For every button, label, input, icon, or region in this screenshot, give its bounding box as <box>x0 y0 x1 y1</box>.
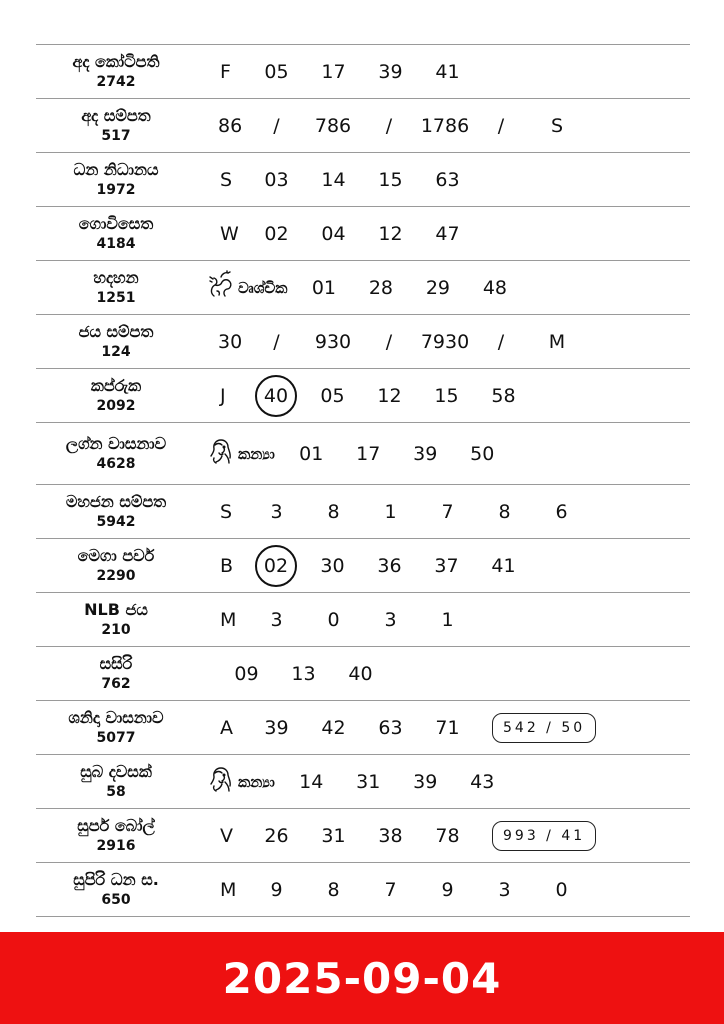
letter-code: S <box>220 500 233 523</box>
number: 6 <box>555 500 568 523</box>
number: 30 <box>320 554 345 577</box>
result-row <box>36 485 690 539</box>
number: 7930 <box>420 330 470 353</box>
lottery-name: ධන නිධානය <box>73 160 159 179</box>
number: 29 <box>425 276 451 299</box>
number: 7 <box>384 878 397 901</box>
lottery-info <box>36 261 196 314</box>
number: 39 <box>413 442 438 465</box>
result-row <box>36 261 690 315</box>
separator: / <box>273 330 280 353</box>
zodiac-label: කන්‍යා <box>238 772 275 791</box>
letter-code: M <box>548 330 566 353</box>
result-row <box>36 423 690 485</box>
lottery-info <box>36 755 196 808</box>
lottery-info <box>36 99 196 152</box>
number: 8 <box>327 878 340 901</box>
number: 78 <box>435 824 460 847</box>
number: 41 <box>491 554 516 577</box>
separator: / <box>273 114 280 137</box>
letter-code: S <box>550 114 564 137</box>
draw-number: 650 <box>101 892 131 908</box>
lottery-name: ජය සම්පත <box>78 322 154 341</box>
number: 30 <box>218 330 243 353</box>
number: 3 <box>270 500 283 523</box>
draw-number: 2916 <box>96 838 136 854</box>
number: 3 <box>384 608 397 631</box>
number: 31 <box>356 770 381 793</box>
draw-number: 1251 <box>96 290 136 306</box>
draw-number: 210 <box>101 622 131 638</box>
number: 39 <box>264 716 289 739</box>
number: 1 <box>384 500 397 523</box>
number: 930 <box>314 330 352 353</box>
lottery-info <box>36 593 196 646</box>
letter-code: W <box>220 222 239 245</box>
result-row <box>36 755 690 809</box>
number: 31 <box>321 824 346 847</box>
letter-code: S <box>220 168 233 191</box>
number: 15 <box>434 384 459 407</box>
draw-number: 2742 <box>96 74 136 90</box>
number: 17 <box>356 442 381 465</box>
winning-numbers <box>208 315 690 368</box>
bonus-box: 542 / 50 <box>492 713 596 743</box>
number: 71 <box>435 716 460 739</box>
number: 47 <box>435 222 460 245</box>
winning-numbers <box>208 539 690 592</box>
number: 63 <box>435 168 460 191</box>
result-row <box>36 153 690 207</box>
draw-number: 5077 <box>96 730 136 746</box>
number: 01 <box>299 442 324 465</box>
result-row <box>36 647 690 701</box>
draw-number: 124 <box>101 344 131 360</box>
zodiac-label: කන්‍යා <box>238 444 275 463</box>
winning-numbers <box>208 369 690 422</box>
number: 05 <box>264 60 289 83</box>
lottery-name: සසිරි <box>99 654 133 673</box>
draw-date: 2025-09-04 <box>222 953 502 1003</box>
number: 8 <box>327 500 340 523</box>
number: 86 <box>218 114 243 137</box>
lottery-name: හදහන <box>93 268 139 287</box>
number: 15 <box>378 168 403 191</box>
result-row <box>36 863 690 917</box>
letter-code: A <box>220 716 233 739</box>
number: 36 <box>377 554 402 577</box>
winning-numbers <box>208 701 690 754</box>
number: 43 <box>470 770 495 793</box>
result-row <box>36 369 690 423</box>
lottery-name: සුපිරි ධන ස. <box>73 870 159 889</box>
virgo-icon <box>208 436 234 471</box>
result-row <box>36 593 690 647</box>
number: 05 <box>320 384 345 407</box>
winning-numbers <box>208 207 690 260</box>
lottery-info <box>36 315 196 368</box>
lottery-info <box>36 701 196 754</box>
winning-numbers <box>208 261 690 314</box>
number: 50 <box>470 442 495 465</box>
number: 786 <box>314 114 352 137</box>
virgo-icon <box>208 764 234 799</box>
letter-code: M <box>220 878 237 901</box>
letter-code: F <box>220 60 231 83</box>
result-row <box>36 315 690 369</box>
result-row <box>36 701 690 755</box>
number: 39 <box>378 60 403 83</box>
number: 0 <box>555 878 568 901</box>
winning-numbers <box>208 593 690 646</box>
separator: / <box>497 330 505 353</box>
draw-number: 4628 <box>96 456 136 472</box>
number: 0 <box>327 608 340 631</box>
scorpio-icon <box>208 270 234 305</box>
number: 26 <box>264 824 289 847</box>
lottery-info <box>36 423 196 484</box>
winning-numbers <box>208 755 690 808</box>
bonus-box: 993 / 41 <box>492 821 596 851</box>
number: 42 <box>321 716 346 739</box>
lottery-info <box>36 485 196 538</box>
number: 9 <box>441 878 454 901</box>
lottery-info <box>36 539 196 592</box>
number: 8 <box>498 500 511 523</box>
winning-numbers <box>208 99 690 152</box>
result-row <box>36 207 690 261</box>
letter-code: M <box>220 608 237 631</box>
lottery-name: සුපර් බෝල් <box>77 816 155 835</box>
letter-code: B <box>220 554 234 577</box>
number: 58 <box>491 384 516 407</box>
separator: / <box>385 330 393 353</box>
draw-number: 517 <box>101 128 131 144</box>
result-row <box>36 539 690 593</box>
lottery-name: NLB ජය <box>84 600 148 619</box>
draw-number: 2290 <box>96 568 136 584</box>
winning-numbers <box>208 485 690 538</box>
lottery-name: අද සම්පත <box>81 106 151 125</box>
draw-number: 4184 <box>96 236 136 252</box>
number: 3 <box>498 878 511 901</box>
number: 40 <box>348 662 373 685</box>
lottery-info <box>36 153 196 206</box>
lottery-name: ගොවිසෙත <box>78 214 154 233</box>
winning-numbers <box>208 45 690 98</box>
circled-number: 40 <box>255 375 297 417</box>
winning-numbers <box>208 647 690 700</box>
number: 09 <box>234 662 259 685</box>
draw-number: 5942 <box>96 514 136 530</box>
circled-number: 02 <box>255 545 297 587</box>
number: 1786 <box>420 114 470 137</box>
result-row <box>36 99 690 153</box>
number: 38 <box>378 824 403 847</box>
draw-number: 2092 <box>96 398 136 414</box>
zodiac-sign <box>208 436 275 471</box>
lottery-info <box>36 863 196 916</box>
lottery-name: ලග්න වාසනාව <box>65 434 167 453</box>
number: 02 <box>264 222 289 245</box>
draw-number: 58 <box>106 784 126 800</box>
number: 37 <box>434 554 459 577</box>
number: 01 <box>311 276 337 299</box>
number: 41 <box>435 60 460 83</box>
winning-numbers <box>208 809 690 862</box>
separator: / <box>497 114 505 137</box>
lottery-name: මෙගා පවර් <box>77 546 155 565</box>
lottery-info <box>36 45 196 98</box>
zodiac-label: වෘශ්චික <box>238 278 288 297</box>
number: 12 <box>378 222 403 245</box>
lottery-name: අද කෝටිපති <box>72 52 160 71</box>
result-row <box>36 809 690 863</box>
number: 9 <box>270 878 283 901</box>
zodiac-sign <box>208 270 287 305</box>
winning-numbers <box>208 863 690 916</box>
number: 17 <box>321 60 346 83</box>
winning-numbers <box>208 423 690 484</box>
zodiac-sign <box>208 764 275 799</box>
number: 03 <box>264 168 289 191</box>
lottery-name: කප්රුක <box>90 376 142 395</box>
number: 14 <box>321 168 346 191</box>
separator: / <box>385 114 393 137</box>
letter-code: V <box>220 824 233 847</box>
number: 63 <box>378 716 403 739</box>
results-table <box>36 44 690 917</box>
number: 48 <box>482 276 508 299</box>
result-row <box>36 45 690 99</box>
lottery-info <box>36 369 196 422</box>
lottery-info <box>36 809 196 862</box>
lottery-info <box>36 647 196 700</box>
number: 04 <box>321 222 346 245</box>
number: 28 <box>368 276 394 299</box>
number: 12 <box>377 384 402 407</box>
date-banner <box>0 932 724 1024</box>
lottery-name: සුබ දවසක් <box>80 762 152 781</box>
number: 7 <box>441 500 454 523</box>
number: 14 <box>299 770 324 793</box>
lottery-info <box>36 207 196 260</box>
number: 13 <box>291 662 316 685</box>
draw-number: 1972 <box>96 182 136 198</box>
letter-code: J <box>220 384 226 407</box>
lottery-name: මහජන සම්පත <box>65 492 167 511</box>
number: 3 <box>270 608 283 631</box>
lottery-name: ශනිදා වාසනාව <box>68 708 164 727</box>
number: 1 <box>441 608 454 631</box>
winning-numbers <box>208 153 690 206</box>
draw-number: 762 <box>101 676 131 692</box>
number: 39 <box>413 770 438 793</box>
